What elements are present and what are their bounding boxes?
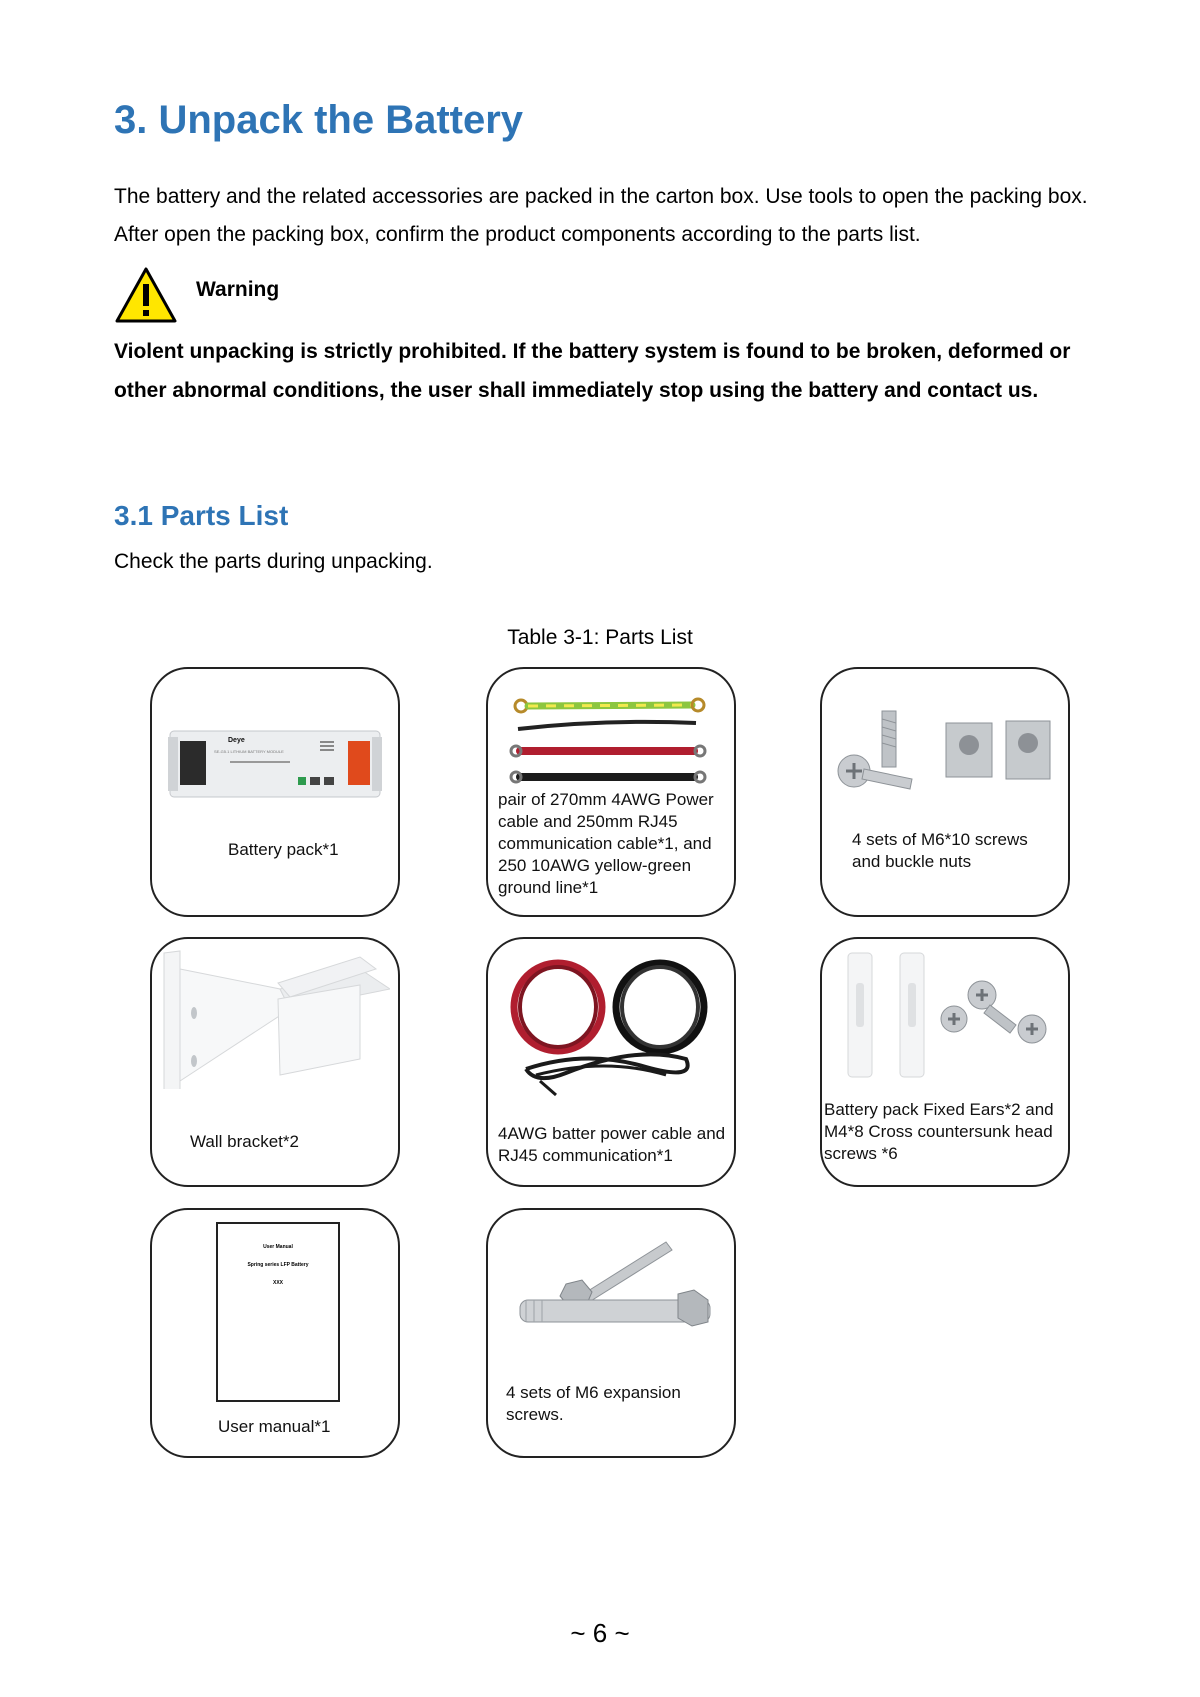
- part-caption: pair of 270mm 4AWG Power cable and 250mm RJ45 communication cable*1, and 250 10AWG yellow-green ground line*1: [498, 790, 714, 897]
- part-card-coiled-cables: [486, 937, 736, 1187]
- part-caption: Battery pack*1: [228, 840, 339, 859]
- user-manual-icon: [216, 1222, 340, 1402]
- battery-pack-icon: [160, 679, 390, 799]
- page-title: 3. Unpack the Battery: [114, 98, 524, 142]
- warning-triangle-icon: [114, 266, 178, 324]
- part-caption: 4 sets of M6*10 screws and buckle nuts: [852, 830, 1028, 871]
- table-caption: Table 3-1: Parts List: [507, 626, 693, 649]
- battery-module-label: SE-G5.1 LITHIUM BATTERY MODULE: [214, 749, 284, 754]
- power-cables-icon: [496, 679, 726, 799]
- part-caption: User manual*1: [218, 1417, 331, 1436]
- part-card-screws-nuts: [820, 667, 1070, 917]
- warning-header: [114, 266, 514, 326]
- manual-code: XXX: [272, 1280, 283, 1286]
- battery-brand-label: Deye: [228, 737, 245, 744]
- manual-title: User Manual: [263, 1244, 293, 1250]
- page-number: ~ 6 ~: [570, 1618, 630, 1648]
- part-card-battery-pack: [150, 667, 400, 917]
- fixed-ears-icon: [830, 949, 1060, 1089]
- section-intro: Check the parts during unpacking.: [114, 550, 433, 573]
- part-card-wall-bracket: [150, 937, 400, 1187]
- manual-subtitle: Spring series LFP Battery: [247, 1262, 309, 1268]
- part-caption: Battery pack Fixed Ears*2 and M4*8 Cross countersunk head screws *6: [824, 1100, 1054, 1163]
- part-card-user-manual: [150, 1208, 400, 1458]
- part-card-fixed-ears: [820, 937, 1070, 1187]
- part-card-expansion-screws: [486, 1208, 736, 1458]
- wall-bracket-icon: [160, 949, 390, 1089]
- coiled-cables-icon: [496, 949, 726, 1099]
- part-caption: 4 sets of M6 expansion screws.: [506, 1383, 681, 1424]
- warning-label: Warning: [196, 278, 280, 301]
- part-caption: 4AWG batter power cable and RJ45 communication*1: [498, 1124, 726, 1165]
- expansion-screws-icon: [496, 1226, 726, 1336]
- part-caption: Wall bracket*2: [190, 1132, 299, 1151]
- intro-paragraph: The battery and the related accessories are packed in the carton box. Use tools to open the packing box. After open the packing box, confirm the product components according to the parts list.: [114, 185, 1088, 246]
- section-title: 3.1 Parts List: [114, 500, 289, 531]
- screws-nuts-icon: [830, 679, 1060, 799]
- warning-text: Violent unpacking is strictly prohibited. If the battery system is found to be broken, deformed or other abnormal conditions, the user shall immediately stop using the battery and contact us.: [114, 340, 1071, 402]
- part-card-power-cables: [486, 667, 736, 917]
